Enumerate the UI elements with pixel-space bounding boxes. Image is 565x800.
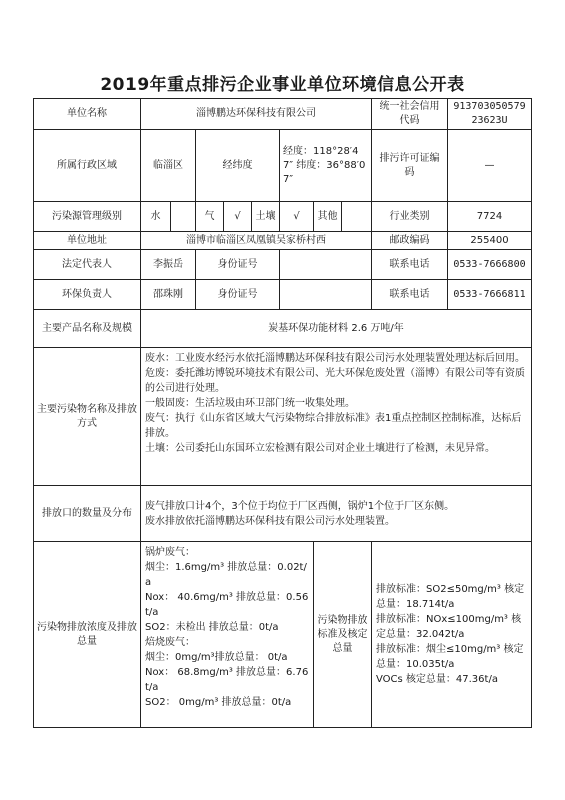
standard-line: VOCs 核定总量：47.36t/a xyxy=(376,674,498,685)
env-manager-label: 环保负责人 xyxy=(34,280,141,310)
standard-label: 污染物排放标准及核定总量 xyxy=(314,542,372,728)
region-label: 所属行政区域 xyxy=(34,130,141,202)
unit-name-value: 淄博鹏达环保科技有限公司 xyxy=(141,99,372,130)
conc-line: 焙烧废气： xyxy=(145,637,195,648)
conc-line: SO2：未检出 排放总量：0t/a xyxy=(145,622,279,633)
outlet-exhaust: 废气排放口计4个，3个位于均位于厂区西侧，锅炉1个位于厂区东侧。 xyxy=(145,500,455,512)
row-address xyxy=(34,232,532,250)
level-other-mark xyxy=(342,202,372,232)
standard-line: 排放标准：SO2≤50mg/m³ 核定总量：18.714t/a xyxy=(376,584,525,610)
row-outlets xyxy=(34,486,532,542)
env-id-value xyxy=(280,280,372,310)
row-emissions xyxy=(34,542,532,728)
info-table xyxy=(33,98,532,728)
concentration-value xyxy=(141,542,314,728)
legal-phone-label: 联系电话 xyxy=(372,250,448,280)
permit-value: — xyxy=(448,130,532,202)
row-region xyxy=(34,130,532,202)
level-water-mark xyxy=(171,202,196,232)
concentration-label: 污染物排放浓度及排放总量 xyxy=(34,542,141,728)
address-value: 淄博市临淄区凤凰镇吴家桥村西 xyxy=(141,232,372,250)
level-air-mark: √ xyxy=(224,202,252,232)
row-mgmt-level xyxy=(34,202,532,232)
level-soil-mark: √ xyxy=(280,202,314,232)
pollutant-solid-waste: 一般固废：生活垃圾由环卫部门统一收集处理。 xyxy=(145,398,355,409)
row-pollutants xyxy=(34,348,532,486)
legal-id-label: 身份证号 xyxy=(196,250,280,280)
pollutant-wastewater: 废水：工业废水经污水依托淄博鹏达环保科技有限公司污水处理装置处理达标后回用。 xyxy=(145,353,525,364)
conc-line: 烟尘：0mg/m³排放总量： 0t/a xyxy=(145,652,288,663)
env-phone-label: 联系电话 xyxy=(372,280,448,310)
coordinates-value: 经度：118°28′47″ 纬度：36°88′07″ xyxy=(280,130,372,202)
postcode-value: 255400 xyxy=(448,232,532,250)
page-title: 2019年重点排污企业事业单位环境信息公开表 xyxy=(100,75,465,95)
credit-code-value: 91370305057923623U xyxy=(448,99,532,130)
env-manager-value: 邵珠刚 xyxy=(141,280,196,310)
row-products xyxy=(34,310,532,348)
pollutants-value xyxy=(141,348,532,486)
industry-label: 行业类别 xyxy=(372,202,448,232)
env-phone-value: 0533-7666811 xyxy=(448,280,532,310)
pollutants-label: 主要污染物名称及排放方式 xyxy=(34,348,141,486)
standard-value xyxy=(372,542,532,728)
outlets-label: 排放口的数量及分布 xyxy=(34,486,141,542)
postcode-label: 邮政编码 xyxy=(372,232,448,250)
level-air-name: 气 xyxy=(196,202,224,232)
conc-line: 烟尘：1.6mg/m³ 排放总量：0.02t/a xyxy=(145,562,307,588)
outlet-wastewater: 废水排放依托淄博鹏达环保科技有限公司污水处理装置。 xyxy=(145,515,395,527)
legal-phone-value: 0533-7666800 xyxy=(448,250,532,280)
row-legal-rep xyxy=(34,250,532,280)
legal-rep-label: 法定代表人 xyxy=(34,250,141,280)
pollutant-exhaust: 废气：执行《山东省区域大气污染物综合排放标准》表1重点控制区控制标准，达标后排放。 xyxy=(145,413,522,439)
industry-value: 7724 xyxy=(448,202,532,232)
mgmt-level-label: 污染源管理级别 xyxy=(34,202,141,232)
conc-line: Nox： 68.8mg/m³ 排放总量：6.76t/a xyxy=(145,667,309,693)
region-value: 临淄区 xyxy=(141,130,196,202)
standard-line: 排放标准：烟尘≤10mg/m³ 核定总量：10.035t/a xyxy=(376,644,524,670)
permit-label: 排污许可证编码 xyxy=(372,130,448,202)
conc-line: Nox： 40.6mg/m³ 排放总量：0.56t/a xyxy=(145,592,309,618)
level-soil-name: 土壤 xyxy=(252,202,280,232)
coord-label: 经纬度 xyxy=(196,130,280,202)
conc-line: SO2： 0mg/m³ 排放总量：0t/a xyxy=(145,697,292,708)
level-other-name: 其他 xyxy=(314,202,342,232)
conc-line: 锅炉废气： xyxy=(145,547,195,558)
unit-name-label: 单位名称 xyxy=(34,99,141,130)
level-water-name: 水 xyxy=(141,202,171,232)
legal-rep-value: 李振岳 xyxy=(141,250,196,280)
address-label: 单位地址 xyxy=(34,232,141,250)
products-value: 炭基环保功能材料 2.6 万吨/年 xyxy=(141,310,532,348)
row-env-manager xyxy=(34,280,532,310)
credit-code-label: 统一社会信用代码 xyxy=(372,99,448,130)
products-label: 主要产品名称及规模 xyxy=(34,310,141,348)
pollutant-soil: 土壤：公司委托山东国环立宏检测有限公司对企业土壤进行了检测，未见异常。 xyxy=(145,443,495,454)
pollutant-hazardous-waste: 危废：委托潍坊博锐环境技术有限公司、光大环保危废处置（淄博）有限公司等有资质的公司进行处理。 xyxy=(145,368,525,394)
row-unit-name xyxy=(34,99,532,130)
env-id-label: 身份证号 xyxy=(196,280,280,310)
legal-id-value xyxy=(280,250,372,280)
standard-line: 排放标准：NOx≤100mg/m³ 核定总量：32.042t/a xyxy=(376,614,522,640)
outlets-value xyxy=(141,486,532,542)
